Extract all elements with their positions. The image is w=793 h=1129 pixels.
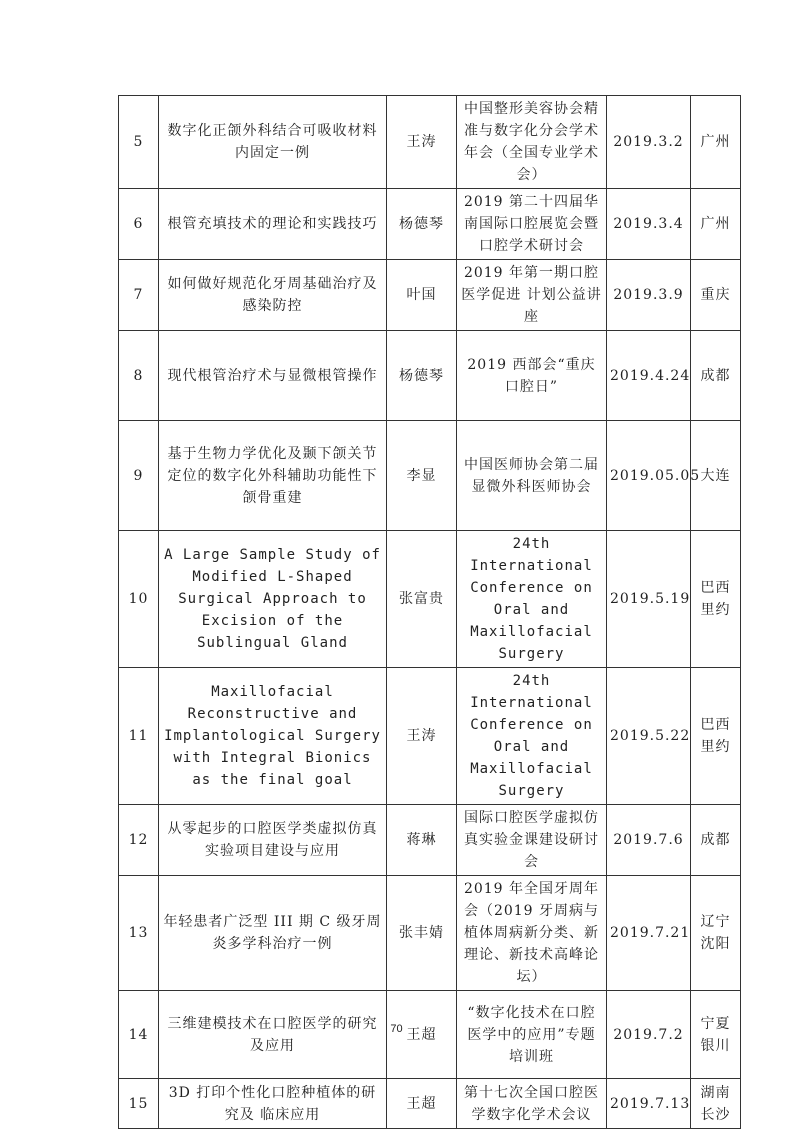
table-row bbox=[119, 805, 741, 876]
table-row bbox=[119, 668, 741, 805]
meeting-name: “数字化技术在口腔医学中的应用”专题培训班 bbox=[457, 991, 607, 1079]
meeting-place: 辽宁沈阳 bbox=[691, 876, 741, 991]
meeting-name: 2019 第二十四届华南国际口腔展览会暨口腔学术研讨会 bbox=[457, 189, 607, 260]
row-number: 12 bbox=[119, 805, 159, 876]
meeting-date: 2019.3.4 bbox=[607, 189, 691, 260]
meeting-name: 24th International Conference on Oral and Maxillofacial Surgery bbox=[457, 531, 607, 668]
meeting-name: 国际口腔医学虚拟仿真实验金课建设研讨会 bbox=[457, 805, 607, 876]
meeting-name: 24th International Conference on Oral and Maxillofacial Surgery bbox=[457, 668, 607, 805]
meeting-date: 2019.7.2 bbox=[607, 991, 691, 1079]
meeting-place: 广州 bbox=[691, 189, 741, 260]
table-row bbox=[119, 531, 741, 668]
report-title: 年轻患者广泛型 III 期 C 级牙周炎多学科治疗一例 bbox=[159, 876, 387, 991]
report-title: A Large Sample Study of Modified L-Shaped Surgical Approach to Excision of the Sublingual Gland bbox=[159, 531, 387, 668]
meeting-date: 2019.4.24 bbox=[607, 331, 691, 421]
meeting-date: 2019.05.05 bbox=[607, 421, 691, 531]
report-title: 根管充填技术的理论和实践技巧 bbox=[159, 189, 387, 260]
meeting-name: 中国整形美容协会精准与数字化分会学术年会（全国专业学术会） bbox=[457, 96, 607, 189]
report-title: 基于生物力学优化及颞下颌关节定位的数字化外科辅助功能性下颌骨重建 bbox=[159, 421, 387, 531]
report-title: 从零起步的口腔医学类虚拟仿真实验项目建设与应用 bbox=[159, 805, 387, 876]
speaker-name: 杨德琴 bbox=[387, 189, 457, 260]
meeting-date: 2019.7.21 bbox=[607, 876, 691, 991]
meeting-place: 重庆 bbox=[691, 260, 741, 331]
speaker-name: 张丰婧 bbox=[387, 876, 457, 991]
meeting-place: 大连 bbox=[691, 421, 741, 531]
table-row bbox=[119, 189, 741, 260]
meeting-date: 2019.7.13 bbox=[607, 1079, 691, 1129]
speaker-name: 王涛 bbox=[387, 668, 457, 805]
report-title: 如何做好规范化牙周基础治疗及感染防控 bbox=[159, 260, 387, 331]
report-title: 数字化正颌外科结合可吸收材料内固定一例 bbox=[159, 96, 387, 189]
table-row bbox=[119, 331, 741, 421]
meeting-place: 湖南长沙 bbox=[691, 1079, 741, 1129]
meeting-date: 2019.3.9 bbox=[607, 260, 691, 331]
meeting-place: 宁夏银川 bbox=[691, 991, 741, 1079]
table-row bbox=[119, 260, 741, 331]
speaker-name: 张富贵 bbox=[387, 531, 457, 668]
speaker-name: 王超 bbox=[387, 1079, 457, 1129]
conference-table bbox=[118, 95, 741, 1129]
meeting-place: 成都 bbox=[691, 331, 741, 421]
speaker-name: 王超 bbox=[387, 991, 457, 1079]
speaker-name: 蒋琳 bbox=[387, 805, 457, 876]
row-number: 9 bbox=[119, 421, 159, 531]
speaker-name: 杨德琴 bbox=[387, 331, 457, 421]
report-title: 三维建模技术在口腔医学的研究及应用 bbox=[159, 991, 387, 1079]
meeting-name: 2019 西部会“重庆口腔日” bbox=[457, 331, 607, 421]
table-row bbox=[119, 1079, 741, 1129]
meeting-name: 第十七次全国口腔医学数字化学术会议 bbox=[457, 1079, 607, 1129]
row-number: 8 bbox=[119, 331, 159, 421]
row-number: 6 bbox=[119, 189, 159, 260]
row-number: 5 bbox=[119, 96, 159, 189]
row-number: 14 bbox=[119, 991, 159, 1079]
speaker-name: 叶国 bbox=[387, 260, 457, 331]
table-row bbox=[119, 421, 741, 531]
row-number: 10 bbox=[119, 531, 159, 668]
page-number: 70 bbox=[390, 1023, 403, 1035]
report-title: 3D 打印个性化口腔种植体的研究及 临床应用 bbox=[159, 1079, 387, 1129]
table-row bbox=[119, 96, 741, 189]
meeting-name: 2019 年第一期口腔医学促进 计划公益讲座 bbox=[457, 260, 607, 331]
meeting-place: 广州 bbox=[691, 96, 741, 189]
meeting-date: 2019.7.6 bbox=[607, 805, 691, 876]
meeting-date: 2019.3.2 bbox=[607, 96, 691, 189]
meeting-date: 2019.5.19 bbox=[607, 531, 691, 668]
meeting-place: 巴西里约 bbox=[691, 668, 741, 805]
row-number: 13 bbox=[119, 876, 159, 991]
meeting-place: 成都 bbox=[691, 805, 741, 876]
row-number: 15 bbox=[119, 1079, 159, 1129]
meeting-name: 2019 年全国牙周年会（2019 牙周病与植体周病新分类、新理论、新技术高峰论坛） bbox=[457, 876, 607, 991]
report-title: Maxillofacial Reconstructive and Implantological Surgery with Integral Bionics as the final goal bbox=[159, 668, 387, 805]
speaker-name: 王涛 bbox=[387, 96, 457, 189]
meeting-name: 中国医师协会第二届显微外科医师协会 bbox=[457, 421, 607, 531]
row-number: 11 bbox=[119, 668, 159, 805]
meeting-date: 2019.5.22 bbox=[607, 668, 691, 805]
meeting-place: 巴西里约 bbox=[691, 531, 741, 668]
report-title: 现代根管治疗术与显微根管操作 bbox=[159, 331, 387, 421]
row-number: 7 bbox=[119, 260, 159, 331]
table-row bbox=[119, 876, 741, 991]
speaker-name: 李显 bbox=[387, 421, 457, 531]
